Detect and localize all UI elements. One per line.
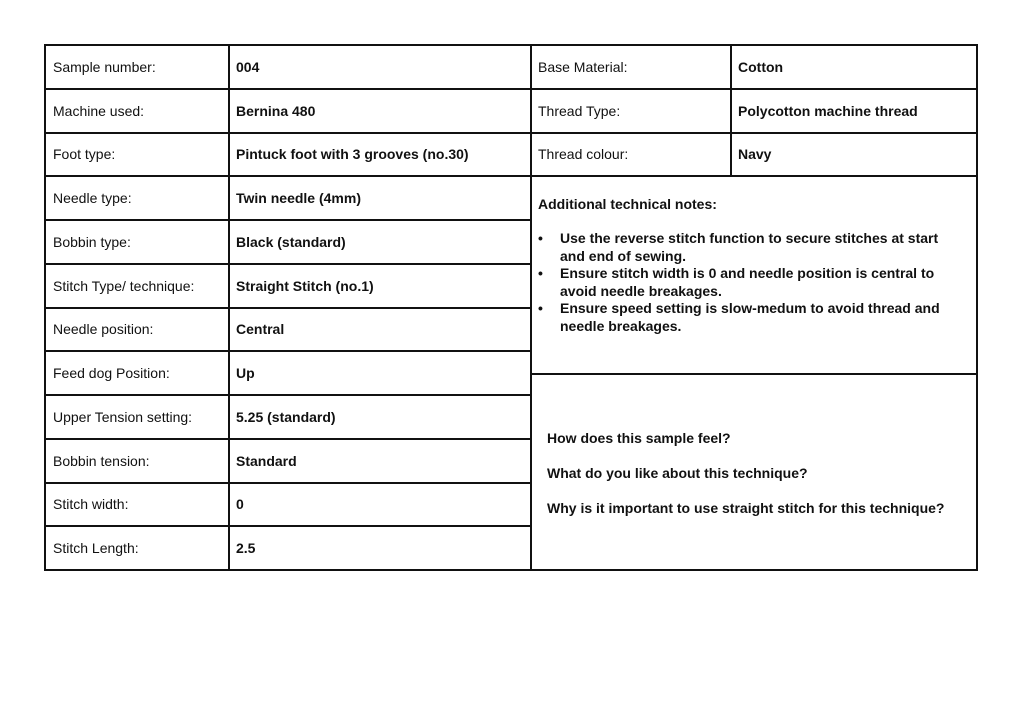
technical-notes-box bbox=[532, 177, 976, 375]
value-upper-tension: 5.25 (standard) bbox=[236, 408, 336, 425]
label-machine-used: Machine used: bbox=[46, 90, 230, 132]
value-stitch-width: 0 bbox=[236, 496, 244, 513]
notes-title: Additional technical notes: bbox=[538, 196, 717, 212]
note-text: Ensure stitch width is 0 and needle position is central to avoid needle breakages. bbox=[560, 265, 935, 299]
value-base-material: Cotton bbox=[738, 58, 784, 75]
label-feed-dog-position: Feed dog Position: bbox=[46, 352, 230, 394]
row-needle-position bbox=[46, 309, 530, 353]
value-needle-type: Twin needle (4mm) bbox=[236, 190, 361, 207]
row-bobbin-tension bbox=[46, 440, 530, 484]
row-foot-type bbox=[46, 134, 530, 178]
row-stitch-width bbox=[46, 484, 530, 528]
value-machine-used: Bernina 480 bbox=[236, 102, 316, 119]
row-machine-used bbox=[46, 90, 530, 134]
value-stitch-type: Straight Stitch (no.1) bbox=[236, 277, 374, 294]
note-text: Use the reverse stitch function to secure stitches at start and end of sewing. bbox=[560, 230, 939, 264]
row-thread-colour bbox=[532, 134, 976, 178]
value-sample-number: 004 bbox=[236, 58, 260, 75]
label-sample-number: Sample number: bbox=[46, 46, 230, 88]
materials-column bbox=[532, 46, 976, 569]
value-thread-type: Polycotton machine thread bbox=[738, 102, 918, 119]
row-thread-type bbox=[532, 90, 976, 134]
notes-list bbox=[538, 230, 964, 335]
bullet-icon: • bbox=[538, 300, 543, 316]
value-bobbin-type: Black (standard) bbox=[236, 233, 346, 250]
label-upper-tension: Upper Tension setting: bbox=[46, 396, 230, 438]
value-stitch-length: 2.5 bbox=[236, 540, 256, 557]
label-bobbin-tension: Bobbin tension: bbox=[46, 440, 230, 482]
value-needle-position: Central bbox=[236, 321, 285, 338]
row-bobbin-type bbox=[46, 221, 530, 265]
label-stitch-type: Stitch Type/ technique: bbox=[46, 265, 230, 307]
sample-record-table bbox=[44, 44, 978, 571]
value-thread-colour: Navy bbox=[738, 146, 772, 163]
question-feel: How does this sample feel? bbox=[547, 430, 731, 446]
row-needle-type bbox=[46, 177, 530, 221]
label-thread-colour: Thread colour: bbox=[532, 134, 732, 176]
question-like: What do you like about this technique? bbox=[547, 465, 808, 481]
label-needle-type: Needle type: bbox=[46, 177, 230, 219]
reflection-questions-box bbox=[532, 375, 976, 569]
label-thread-type: Thread Type: bbox=[532, 90, 732, 132]
value-feed-dog-position: Up bbox=[236, 365, 255, 382]
row-base-material bbox=[532, 46, 976, 90]
label-stitch-length: Stitch Length: bbox=[46, 527, 230, 569]
note-item bbox=[538, 230, 964, 265]
note-item bbox=[538, 300, 964, 335]
question-why-straight-stitch: Why is it important to use straight stitch for this technique? bbox=[547, 500, 945, 516]
row-feed-dog-position bbox=[46, 352, 530, 396]
settings-column bbox=[46, 46, 532, 569]
label-foot-type: Foot type: bbox=[46, 134, 230, 176]
row-sample-number bbox=[46, 46, 530, 90]
label-bobbin-type: Bobbin type: bbox=[46, 221, 230, 263]
label-needle-position: Needle position: bbox=[46, 309, 230, 351]
row-upper-tension bbox=[46, 396, 530, 440]
note-item bbox=[538, 265, 964, 300]
note-text: Ensure speed setting is slow-medum to avoid thread and needle breakages. bbox=[560, 300, 940, 334]
value-bobbin-tension: Standard bbox=[236, 452, 297, 469]
bullet-icon: • bbox=[538, 265, 543, 281]
label-stitch-width: Stitch width: bbox=[46, 484, 230, 526]
row-stitch-length bbox=[46, 527, 530, 569]
bullet-icon: • bbox=[538, 230, 543, 246]
value-foot-type: Pintuck foot with 3 grooves (no.30) bbox=[236, 146, 469, 163]
row-stitch-type bbox=[46, 265, 530, 309]
label-base-material: Base Material: bbox=[532, 46, 732, 88]
